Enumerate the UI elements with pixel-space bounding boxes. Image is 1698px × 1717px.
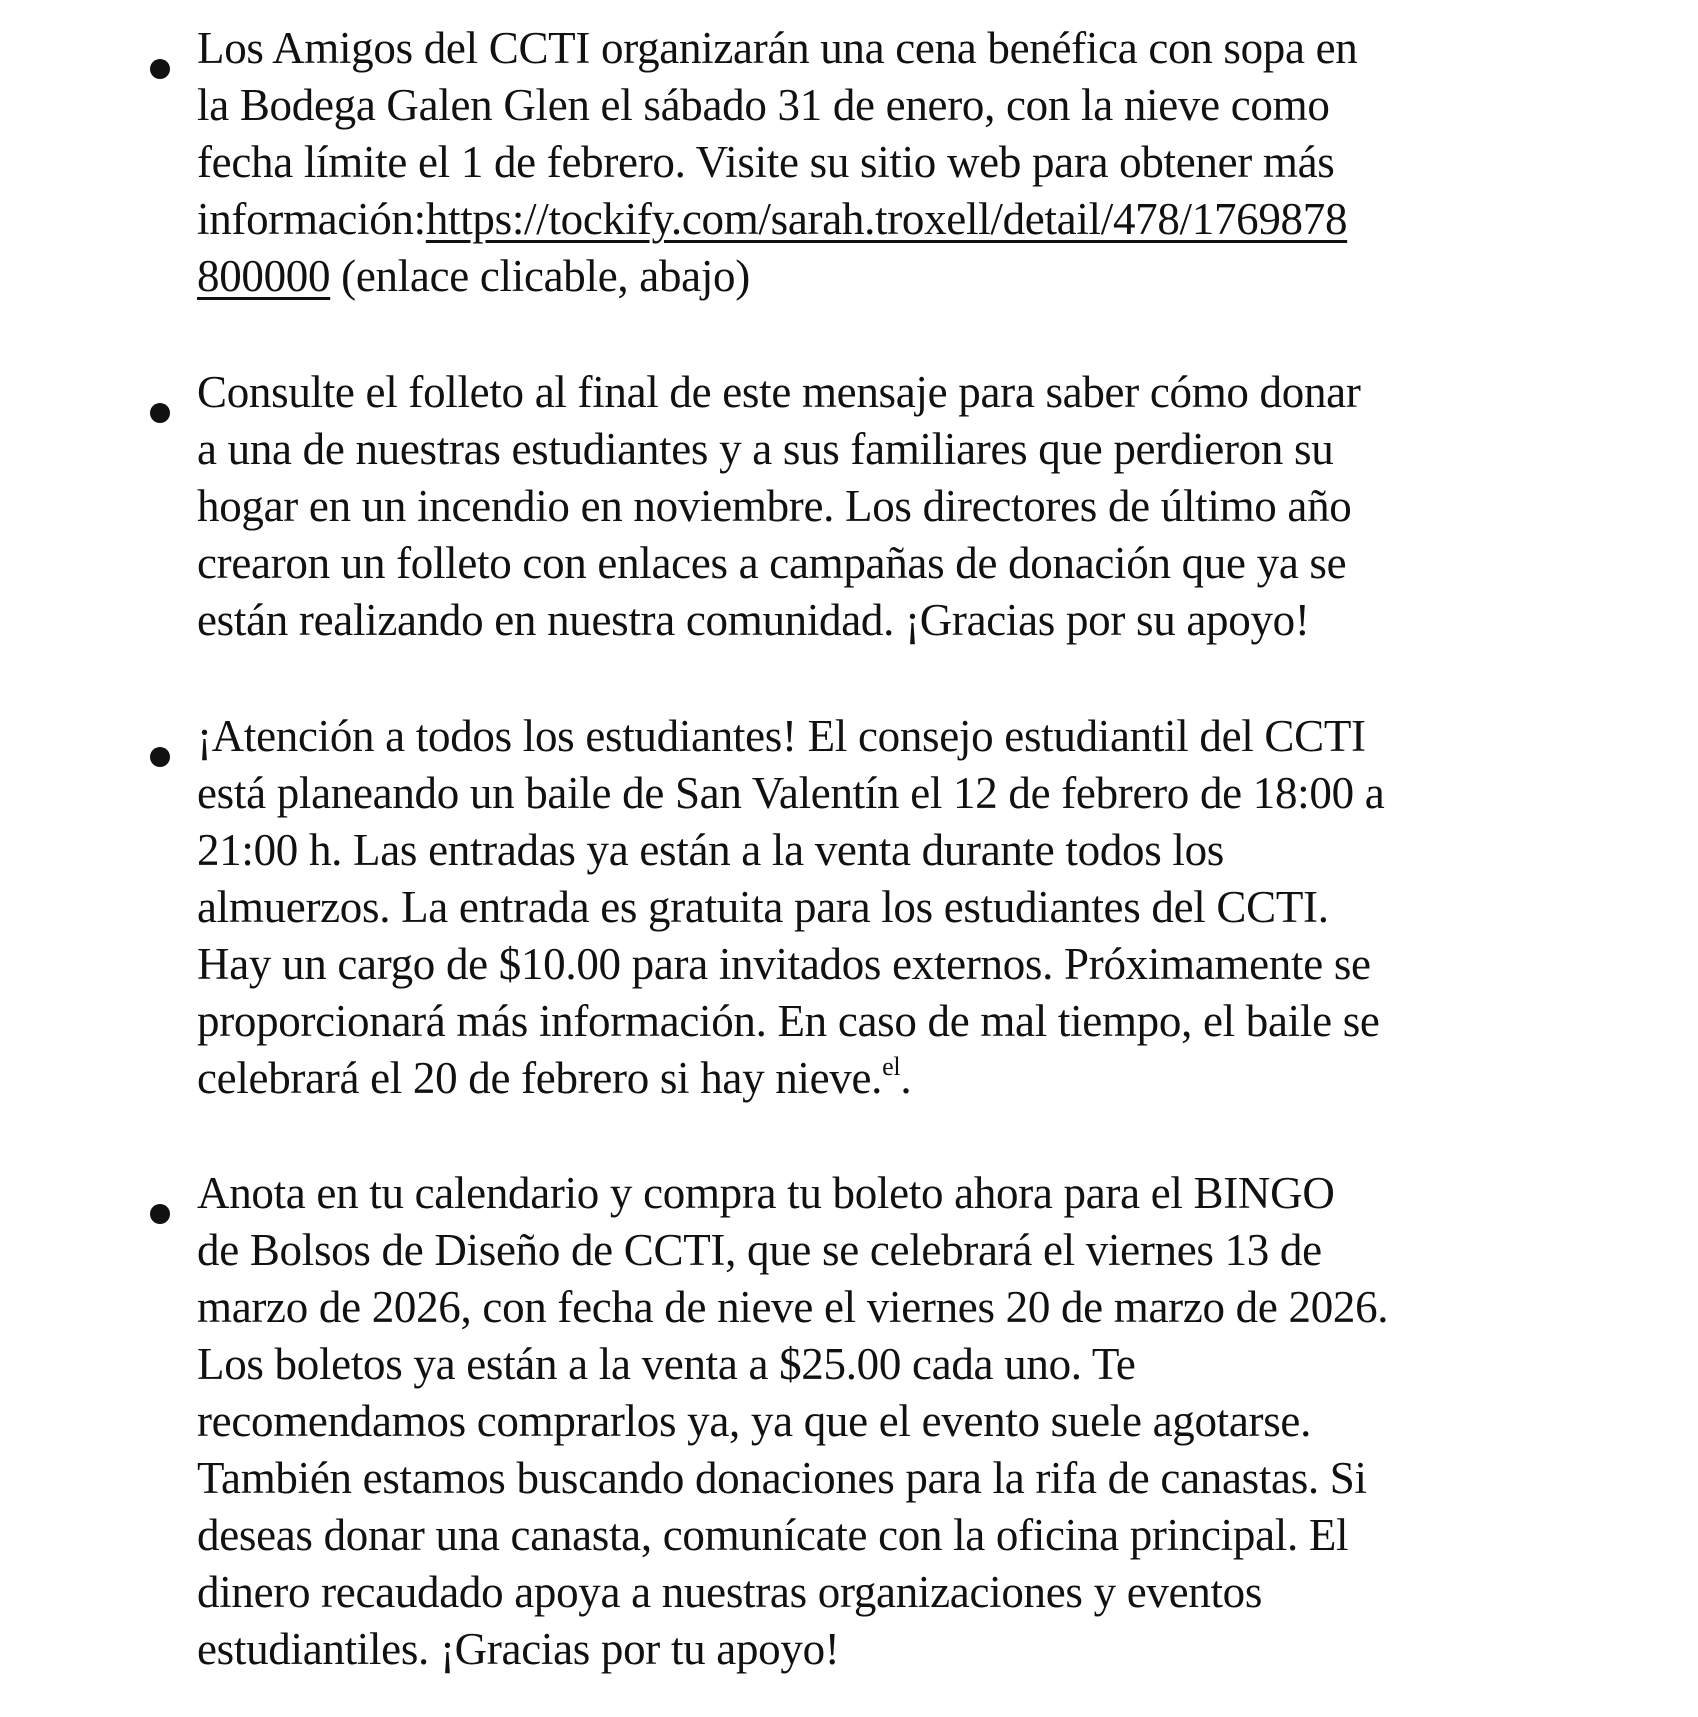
text-line: almuerzos. La entrada es gratuita para los estudiantes del CCTI. <box>197 882 1329 932</box>
text-line: Los boletos ya están a la venta a $25.00 cada uno. Te <box>197 1339 1136 1389</box>
text-line: de Bolsos de Diseño de CCTI, que se celebrará el viernes 13 de <box>197 1225 1322 1275</box>
text-line: deseas donar una canasta, comunícate con la oficina principal. El <box>197 1510 1349 1560</box>
text-line: Los Amigos del CCTI organizarán una cena benéfica con sopa en <box>197 23 1358 73</box>
text-line: a una de nuestras estudiantes y a sus familiares que perdieron su <box>197 424 1334 474</box>
text-line: También estamos buscando donaciones para la rifa de canastas. Si <box>197 1453 1367 1503</box>
text-line: crearon un folleto con enlaces a campañas de donación que ya se <box>197 538 1347 588</box>
text-line: está planeando un baile de San Valentín el 12 de febrero de 18:00 a <box>197 768 1385 818</box>
text-line: hogar en un incendio en noviembre. Los directores de último año <box>197 481 1352 531</box>
text-line <box>197 1050 911 1107</box>
tockify-link-continued[interactable]: 800000 <box>197 251 331 301</box>
text-line <box>197 248 750 305</box>
last-line-end: . <box>900 1053 912 1103</box>
text-line: marzo de 2026, con fecha de nieve el viernes 20 de marzo de 2026. <box>197 1282 1389 1332</box>
bullet-icon <box>150 59 170 79</box>
text-line: recomendamos comprarlos ya, ya que el evento suele agotarse. <box>197 1396 1312 1446</box>
tockify-link[interactable]: https://tockify.com/sarah.troxell/detail/478/1769878 <box>425 194 1348 244</box>
bullet-icon <box>150 747 170 767</box>
text-line: 21:00 h. Las entradas ya están a la venta durante todos los <box>197 825 1224 875</box>
text-line: Anota en tu calendario y compra tu boleto ahora para el BINGO <box>197 1168 1335 1218</box>
text-line: Consulte el folleto al final de este mensaje para saber cómo donar <box>197 367 1361 417</box>
last-line-text: celebrará el 20 de febrero si hay nieve. <box>197 1053 883 1103</box>
bullet-icon <box>150 1204 170 1224</box>
text-line <box>197 191 1347 248</box>
link-prefix: información: <box>197 194 426 244</box>
text-line: Hay un cargo de $10.00 para invitados externos. Próximamente se <box>197 939 1371 989</box>
link-suffix: (enlace clicable, abajo) <box>330 251 750 301</box>
text-line: estudiantiles. ¡Gracias por tu apoyo! <box>197 1624 840 1674</box>
text-line: proporcionará más información. En caso de mal tiempo, el baile se <box>197 996 1380 1046</box>
text-line: están realizando en nuestra comunidad. ¡Gracias por su apoyo! <box>197 595 1310 645</box>
text-line: dinero recaudado apoya a nuestras organizaciones y eventos <box>197 1567 1263 1617</box>
superscript: el <box>882 1052 901 1081</box>
text-line: la Bodega Galen Glen el sábado 31 de enero, con la nieve como <box>197 80 1330 130</box>
text-line: ¡Atención a todos los estudiantes! El consejo estudiantil del CCTI <box>197 711 1366 761</box>
text-line: fecha límite el 1 de febrero. Visite su sitio web para obtener más <box>197 137 1335 187</box>
bullet-icon <box>150 403 170 423</box>
